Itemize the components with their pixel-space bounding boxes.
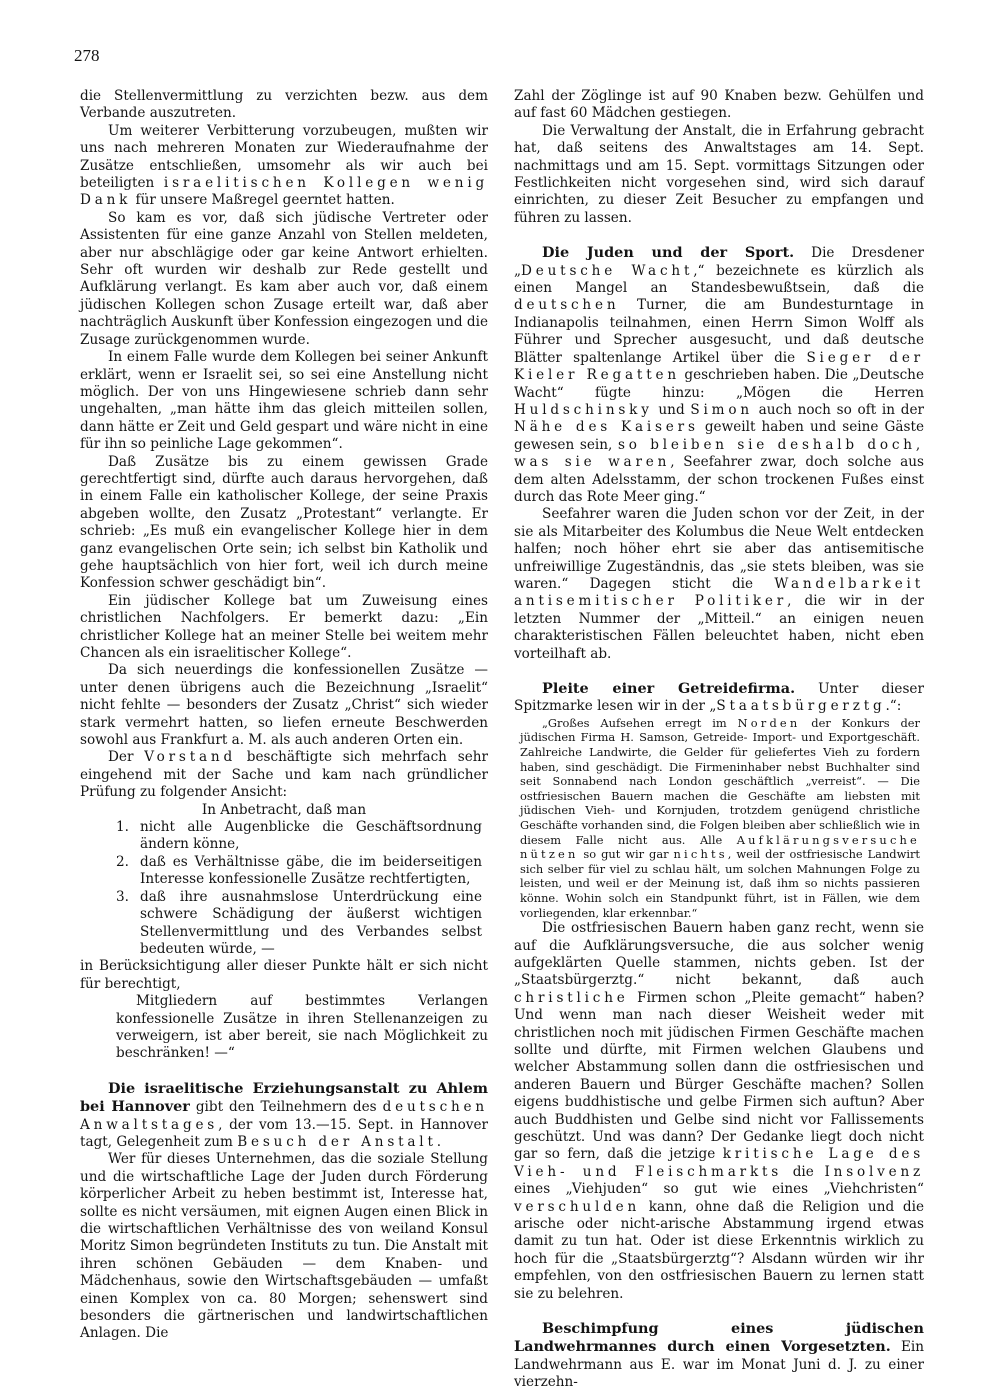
article-pleite: Pleite einer Getreidefirma. Unter dieser Spitzmarke lesen wir in der „Staatsbürgerztg.“:: [514, 680, 924, 715]
article-heading: Die israelitische Erziehungsanstalt zu Ahlem bei Hannover: [80, 1079, 488, 1116]
resolution-list: [116, 819, 482, 958]
left-column: [80, 88, 488, 1343]
paragraph: Seefahrer waren die Juden schon vor der Zeit, in der sie als Mitarbeiter des Kolumbus die Neue Welt entdecken halfen; noch höher ehrt sie aber das antisemitische unfreiwillige Zugeständnis, das „sie stets bleiben, was sie waren.“ Dagegen sticht die Wandelbarkeit antisemitischer Politiker, die wir in der letzten Nummer der „Mitteil.“ an einigen neuen charakteristischen Fällen beleuchtet haben, nicht eben vorteilhaft ab.: [514, 506, 924, 662]
paragraph: Die ostfriesischen Bauern haben ganz recht, wenn sie auf die Aufklärungsversuche, die aus solcher wenig aufgeklärten Quelle stammen, nichts geben. Ist der „Staatsbürgerztg.“ nicht bekannt, daß auch christliche Firmen schon „Pleite gemacht“ haben? Und wenn man nach dieser Weisheit weder mit christlichen noch mit jüdischen Firmen Geschäfte machen sollte und dürfte, mit Firmen welchen Glaubens und welcher Abstammung sollen dann die ostfriesischen und anderen Bauern und Bürger Geschäfte machen? Sollen eigens buddhistische und gelbe Firmen sich auftun? Aber auch Buddhisten und Gelbe sind nicht vor Fallissements geschützt. Und was dann? Der Gedanke liegt doch nicht gar so fern, daß die jetzige kritische Lage des Vieh- und Fleischmarkts die Insolvenz eines „Viehjuden“ so gut wie eines „Viehchristen“ verschulden kann, ohne daß die Religion und die arische oder nicht-arische Abstammung irgend etwas damit zu tun hat. Oder ist diese Erkenntnis wirklich zu hoch für die „Staatsbürgerztg“? Alsdann würden wir ihr empfehlen, von den ostfriesischen Bauern zu lernen statt sie zu belehren.: [514, 920, 924, 1302]
paragraph: Die Verwaltung der Anstalt, die in Erfahrung gebracht hat, daß seitens des Anwaltstages am 14. Sept. nachmittags und am 15. Sept. vormittags Sitzungen oder Festlichkeiten nicht vorgesehen sind, wird sich darauf einrichten, zu dieser Zeit Besucher zu empfangen und führen zu lassen.: [514, 122, 924, 226]
paragraph: Der Vorstand beschäftigte sich mehrfach sehr eingehend mit der Sache und kam nach gründlicher Prüfung zu folgender Ansicht:: [80, 749, 488, 801]
article-ahlem: Die israelitische Erziehungsanstalt zu Ahlem bei Hannover gibt den Teilnehmern des deutschen Anwaltstages, der vom 13.—15. Sept. in Hannover tagt, Gelegenheit zum Besuch der Anstalt.: [80, 1079, 488, 1150]
paragraph: Ein jüdischer Kollege bat um Zuweisung eines christlichen Nachfolgers. Er bemerkt dazu: „Ein christlicher Kollege hat an meiner Stelle bei weitem mehr Chancen als ein israelitischer Kollege“.: [80, 592, 488, 661]
article-sport: Die Juden und der Sport. Die Dresdener „Deutsche Wacht,“ bezeichnete es kürzlich als einen Mangel an Standesbewußtsein, daß die deutschen Turner, die am Bundesturntage in Indianapolis teilnahmen, einen Herrn Simon Wolff als Führer und Sprecher ausgesucht, und daß deutsche Blätter spaltenlange Artikel über die Sieger der Kieler Regatten geschrieben haben. Die „Deutsche Wacht“ fügte hinzu: „Mögen die Herren Huldschinsky und Simon auch noch so oft in der Nähe des Kaisers geweilt haben und seine Gäste gewesen sein, so bleiben sie deshalb doch, was sie waren, Seefahrer zwar, doch solche aus dem alten Adelsstamm, der schon trockenen Fußes einst durch das Rote Meer ging.“: [514, 244, 925, 505]
article-heading: Beschimpfung eines jüdischen Landwehrmannes durch einen Vorgesetzten.: [514, 1320, 924, 1356]
paragraph: „Großes Aufsehen erregt im Norden der Konkurs der jüdischen Firma H. Samson, Getreide- Import- und Exportgeschäft. Zahlreiche Landwirte, die Gelder für geliefertes Vieh zu fordern haben, sind geschädigt. Die Firmeninhaber nebst Buchhalter sind seit Sonnabend nach London geschäftlich „verreist“. — Die ostfriesischen Bauern machen die Geschäfte am liebsten mit jüdischen Vieh- und Kornjuden, trotzdem genügend christliche Geschäfte vorhanden sind, die Folgen bleiben aber schließlich wie in diesem Falle nicht aus. Alle Aufklärungsversuche nützen so gut wir gar nichts, weil der ostfriesische Landwirt sich selber für viel zu schlau hält, um solchen Mahnungen Folge zu leisten, und weil er der Meinung ist, daß ihm so nichts passieren könne. Wohin solch ein Standpunkt führt, ist in Fällen, wie dem vorliegenden, klar erkennbar.“: [520, 715, 920, 920]
page-number: 278: [74, 46, 100, 65]
paragraph: Um weiterer Verbitterung vorzubeugen, mußten wir uns nach mehreren Monaten zur Wiederaufnahme der Zusätze entschließen, umsomehr als wir auch bei beteiligten israelitischen Kollegen wenig Dank für unsere Maßregel geerntet hatten.: [80, 122, 488, 209]
right-column: [514, 88, 924, 1392]
paragraph: Mitgliedern auf bestimmtes Verlangen konfessionelle Zusätze in ihren Stellenanzeigen zu verweigern, ist aber bereit, sie nach Möglichkeit zu beschränken! —“: [116, 993, 488, 1062]
paragraph: die Stellenvermittlung zu verzichten bezw. aus dem Verbande auszutreten.: [80, 88, 488, 122]
paragraph: in Berücksichtigung aller dieser Punkte hält er sich nicht für berechtigt,: [80, 958, 488, 992]
paragraph: So kam es vor, daß sich jüdische Vertreter oder Assistenten für eine ganze Anzahl von Stellen meldeten, aber nur abschlägige oder gar keine Antwort erhielten. Sehr oft wurden wir deshalb zur Rede gestellt und Aufklärung verlangt. Es kam aber auch vor, daß einem jüdischen Kollegen schon Zusage erteilt war, daß aber nachträglich Auskunft über Konfession eingezogen und die Zusage zurückgenommen wurde.: [80, 209, 488, 348]
paragraph: Daß Zusätze bis zu einem gewissen Grade gerechtfertigt sind, dürfte auch daraus hervorgehen, daß in einem Falle ein katholischer Kollege, der seine Praxis abgeben wollte, den Zusatz „Protestant“ verlangte. Er schrieb: „Es muß ein evangelischer Kollege hier in dem ganz evangelischen Orte sein; ich selbst bin Katholik und gehe hauptsächlich von hier fort, weil ich durch meine Konfession schwer geschädigt bin“.: [80, 453, 488, 592]
quoted-excerpt: [520, 716, 920, 920]
paragraph: Zahl der Zöglinge ist auf 90 Knaben bezw. Gehülfen und auf fast 60 Mädchen gestiegen.: [514, 88, 924, 122]
list-item: 3. daß ihre ausnahmslose Unterdrückung eine schwere Schädigung der äußerst wichtigen Stellenvermittlung und des Verbandes selbst bedeuten würde, —: [116, 888, 482, 957]
paragraph: Wer für dieses Unternehmen, das die soziale Stellung und die wirtschaftliche Lage der Juden durch Förderung körperlicher Arbeit zu heben bestimmt ist, Interesse hat, sollte es nicht versäumen, mit eignen Augen einen Blick in die wirtschaftlichen Verhältnisse des von weiland Konsul Moritz Simon begründeten Instituts zu tun. Die Anstalt mit ihren schönen Gebäuden — dem Knaben- und Mädchenhaus, sowie den Wirtschaftsgebäuden — umfaßt einen Komplex von ca. 80 Morgen; sehenswert sind besonders die gärtnerischen und landwirtschaftlichen Anlagen. Die: [80, 1151, 488, 1342]
article-heading: Die Juden und der Sport.: [542, 244, 795, 262]
resolution-intro: In Anbetracht, daß man: [201, 801, 367, 818]
list-item: 2. daß es Verhältnisse gäbe, die im beiderseitigen Interesse konfessionelle Zusätze rechtfertigten,: [116, 853, 482, 888]
paragraph: Da sich neuerdings die konfessionellen Zusätze — unter denen übrigens auch die Bezeichnung „Israelit“ nicht fehlte — besonders der Zusatz „Christ“ sich wieder stark vermehrt hatten, so liefen erneute Beschwerden sowohl aus Frankfurt a. M. als auch anderen Orten ein.: [80, 662, 488, 749]
list-item: 1. nicht alle Augenblicke die Geschäftsordnung ändern könne,: [116, 819, 482, 853]
paragraph: In einem Falle wurde dem Kollegen bei seiner Ankunft erklärt, wenn er Israelit sei, so sei eine Anstellung nicht möglich. Der von uns Hingewiesene schrieb dann sehr ungehalten, „man hätte ihm das gleich mitteilen sollen, dann hätte er Zeit und Geld gespart und wäre nicht in eine für ihn so peinliche Lage gekommen“.: [80, 349, 488, 453]
spaced-emphasis: Vorstand: [144, 749, 236, 766]
spaced-emphasis: israelitischen Kollegen wenig Dank: [80, 175, 488, 209]
article-landwehr: Beschimpfung eines jüdischen Landwehrmannes durch einen Vorgesetzten. Ein Landwehrmann aus E. war im Monat Juni d. J. zu einer vierzehn-: [514, 1320, 924, 1391]
resolution-quote: [116, 993, 488, 1063]
article-heading: Pleite einer Getreidefirma.: [542, 680, 796, 697]
